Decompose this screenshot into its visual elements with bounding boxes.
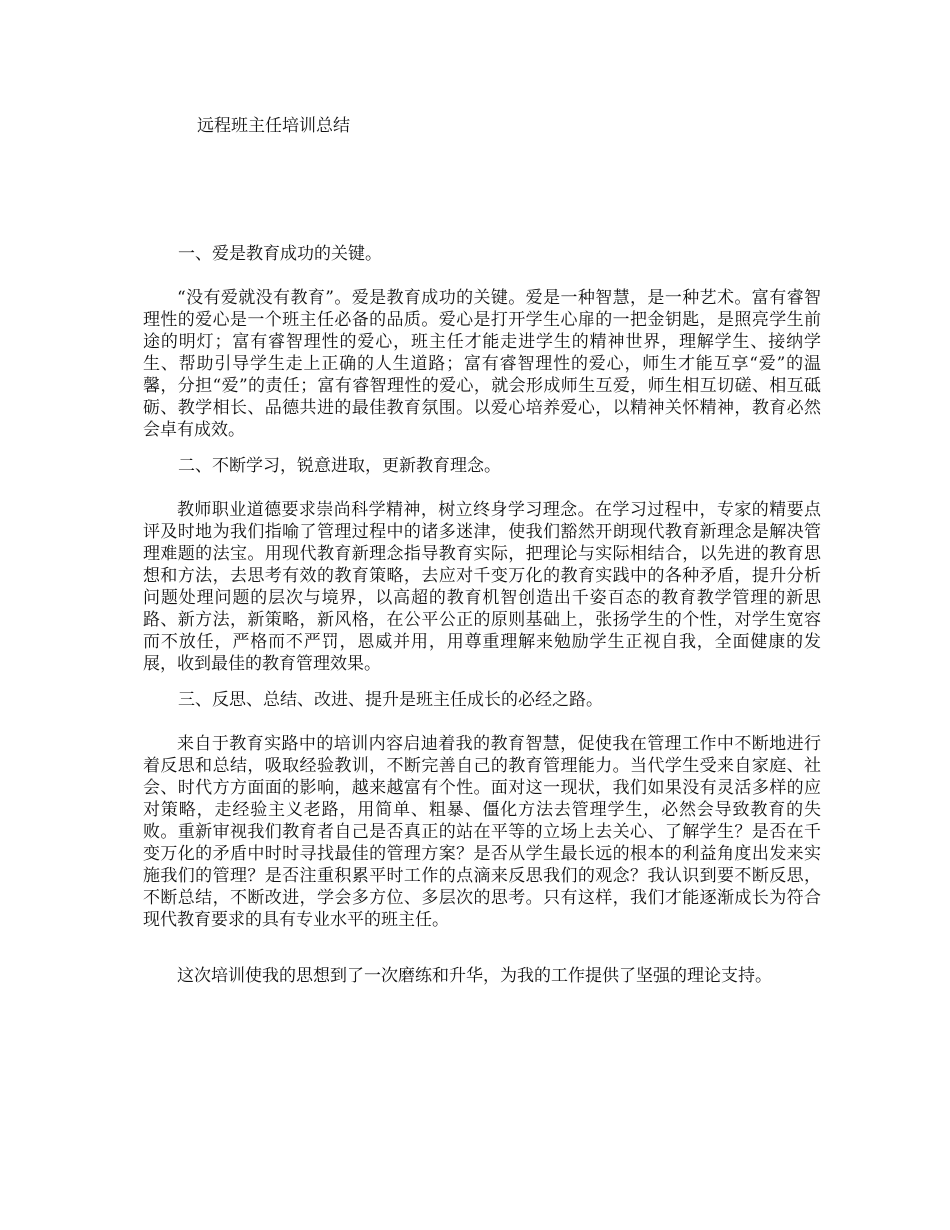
closing-paragraph: 这次培训使我的思想到了一次磨练和升华，为我的工作提供了坚强的理论支持。 — [177, 966, 772, 986]
section-heading-1: 一、爱是教育成功的关键。 — [178, 244, 382, 264]
section-heading-2: 二、不断学习，锐意进取，更新教育理念。 — [178, 456, 501, 476]
section-paragraph-3: 来自于教育实路中的培训内容启迪着我的教育智慧，促使我在管理工作中不断地进行着反思和总结，吸取经验教训，不断完善自己的教育管理能力。当代学生受来自家庭、社会、时代方方面面的影响，越来越富有个性。面对这一现状，我们如果没有灵活多样的应对策略，走经验主义老路，用简单、粗暴、僵化方法去管理学生，必然会导致教育的失败。重新审视我们教育者自己是否真正的站在平等的立场上去关心、了解学生？是否在千变万化的矛盾中时时寻找最佳的管理方案？是否从学生最长远的根本的利益角度出发来实施我们的管理？是否注重积累平时工作的点滴来反思我们的观念？我认识到要不断反思，不断总结，不断改进，学会多方位、多层次的思考。只有这样，我们才能逐渐成长为符合现代教育要求的具有专业水平的班主任。 — [143, 734, 821, 930]
section-paragraph-1: “没有爱就没有教育”。爱是教育成功的关键。爱是一种智慧，是一种艺术。富有睿智理性的爱心是一个班主任必备的品质。爱心是打开学生心扉的一把金钥匙，是照亮学生前途的明灯；富有睿智理性的爱心，班主任才能走进学生的精神世界，理解学生、接纳学生、帮助引导学生走上正确的人生道路；富有睿智理性的爱心，师生才能互享“爱”的温馨，分担“爱”的责任；富有睿智理性的爱心，就会形成师生互爱，师生相互切磋、相互砥砺、教学相长、品德共进的最佳教育氛围。以爱心培养爱心，以精神关怀精神，教育必然会卓有成效。 — [143, 288, 821, 440]
document-title: 远程班主任培训总结 — [197, 116, 350, 136]
section-paragraph-2: 教师职业道德要求崇尚科学精神，树立终身学习理念。在学习过程中，专家的精要点评及时地为我们指喻了管理过程中的诸多迷津，使我们豁然开朗现代教育新理念是解决管理难题的法宝。用现代教育新理念指导教育实际，把理论与实际相结合，以先进的教育思想和方法，去思考有效的教育策略，去应对千变万化的教育实践中的各种矛盾，提升分析问题处理问题的层次与境界，以高超的教育机智创造出千姿百态的教育教学管理的新思路、新方法，新策略，新风格，在公平公正的原则基础上，张扬学生的个性，对学生宽容而不放任，严格而不严罚，恩威并用，用尊重理解来勉励学生正视自我，全面健康的发展，收到最佳的教育管理效果。 — [143, 500, 821, 674]
section-heading-3: 三、反思、总结、改进、提升是班主任成长的必经之路。 — [178, 690, 603, 710]
